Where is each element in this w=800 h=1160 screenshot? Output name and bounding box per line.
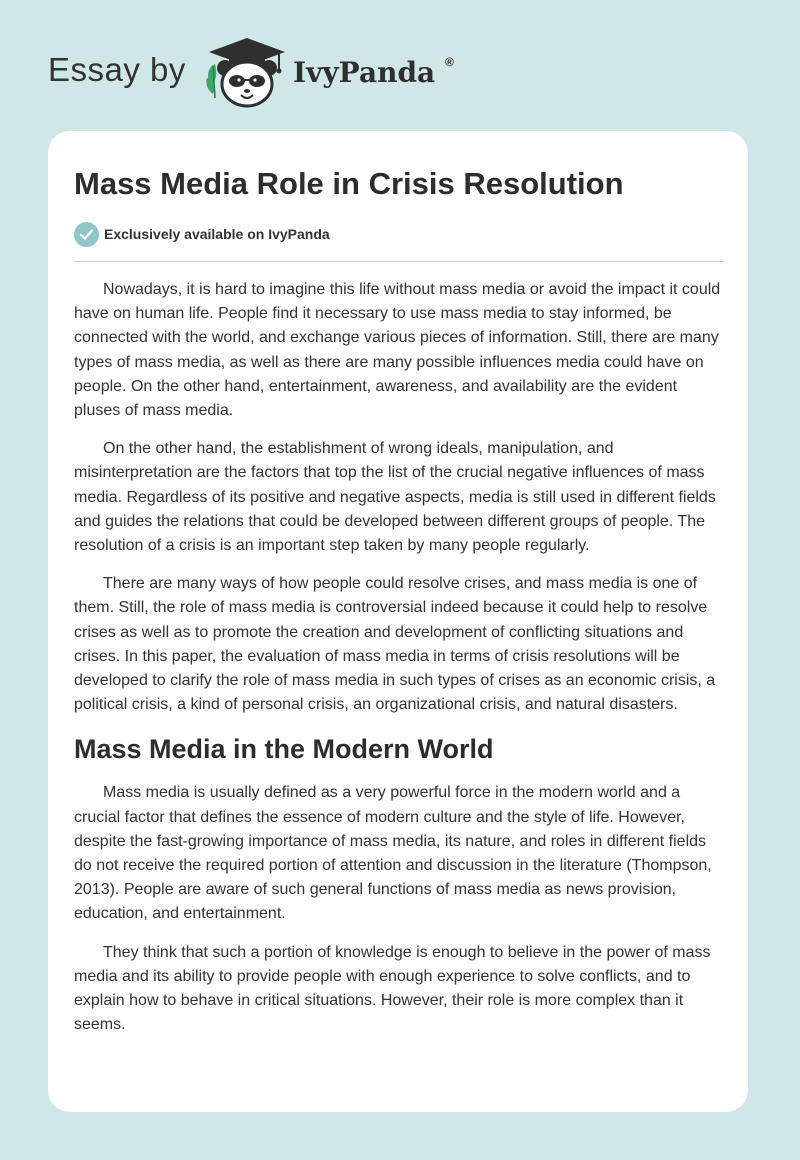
- paragraph: They think that such a portion of knowledge is enough to believe in the power of mass media and its ability to provide people with enough experience to solve conflicts, and to explain how to behave in critical situations. However, their role is more complex than it seems.: [74, 943, 711, 1034]
- exclusive-badge-label: Exclusively available on IvyPanda: [104, 226, 330, 242]
- essay-title: Mass Media Role in Crisis Resolution: [74, 166, 624, 201]
- panda-logo-icon[interactable]: [203, 36, 291, 110]
- paragraph: On the other hand, the establishment of wrong ideals, manipulation, and misinterpretation are the factors that top the list of the crucial negative influences of mass media. Regardless of its positive and negative aspects, media is still used in different fields and guides the relations that could be developed between different groups of people. The resolution of a crisis is an important step taken by many people regularly.: [74, 440, 716, 555]
- essay-by-label: Essay by: [48, 51, 186, 88]
- essay-card: [48, 131, 748, 1112]
- site-header: [0, 0, 800, 125]
- divider: [74, 261, 724, 262]
- paragraph: There are many ways of how people could resolve crises, and mass media is one of them. Still, the role of mass media is controversial indeed because it could help to resolve crises as well as to promote the creation and development of conflicting situations and crises. In this paper, the evaluation of mass media in terms of crisis resolutions will be developed to clarify the role of mass media in such types of crises as an economic crisis, a political crisis, a kind of personal crisis, an organizational crisis, and natural disasters.: [74, 575, 716, 714]
- essay-body: [74, 278, 724, 1051]
- registered-mark: ®: [445, 55, 454, 69]
- exclusive-badge: [74, 221, 330, 247]
- check-icon: [74, 222, 99, 247]
- paragraph: Mass media is usually defined as a very powerful force in the modern world and a crucial factor that defines the essence of modern culture and the style of life. However, despite the fast-growing importance of mass media, its nature, and roles in different fields do not receive the required portion of attention and discussion in the literature (Thompson, 2013). People are aware of such general functions of mass media as news provision, education, and entertainment.: [74, 784, 712, 923]
- brand-name[interactable]: IvyPanda: [293, 56, 436, 89]
- section-heading: Mass Media in the Modern World: [74, 734, 494, 765]
- paragraph: Nowadays, it is hard to imagine this life without mass media or avoid the impact it could have on human life. People find it necessary to use mass media to stay informed, be connected with the world, and exchange various pieces of information. Still, there are many types of mass media, as well as there are many possible influences media could have on people. On the other hand, entertainment, awareness, and availability are the evident pluses of mass media.: [74, 281, 721, 420]
